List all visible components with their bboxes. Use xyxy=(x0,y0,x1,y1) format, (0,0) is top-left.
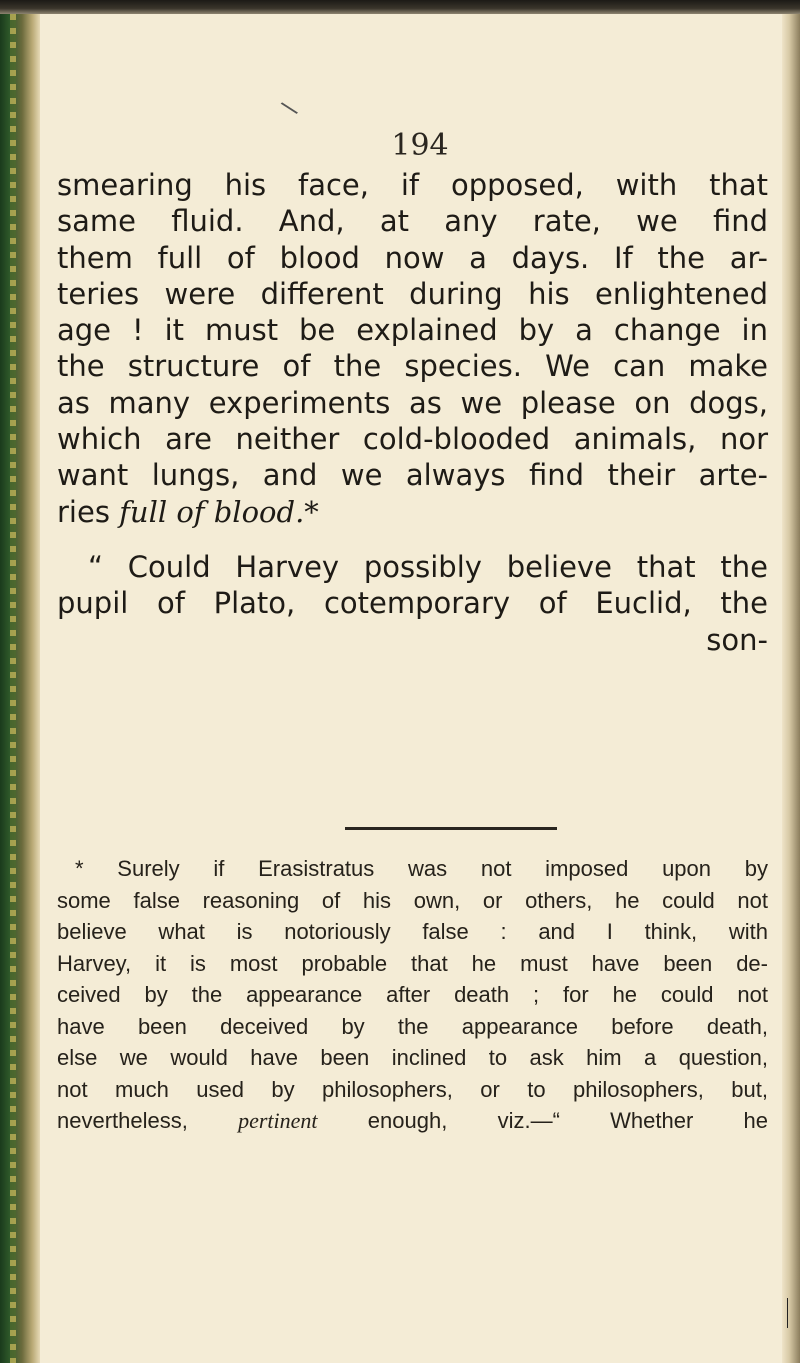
footnote-line: * Surely if Erasistratus was not imposed upon by xyxy=(75,856,768,881)
footnote-line: ceived by the appearance after death ; for he could not xyxy=(57,982,768,1007)
text-line: them full of blood now a days. If the ar- xyxy=(57,240,768,275)
stray-pen-mark: \ xyxy=(278,96,301,121)
text-line: the structure of the species. We can make xyxy=(57,349,768,384)
footnote-line: have been deceived by the appearance before death, xyxy=(57,1013,768,1039)
text-line: age ! it must be explained by a change in xyxy=(57,313,768,348)
text-fragment: ries xyxy=(57,494,120,529)
text-line: as many experiments as we please on dogs, xyxy=(57,385,768,420)
footnote-line: not much used by philosophers, or to philosophers, but, xyxy=(57,1076,768,1102)
italic-phrase: full of blood.* xyxy=(119,494,319,529)
book-binding xyxy=(0,14,40,1363)
catchword: son- xyxy=(706,622,768,657)
main-text xyxy=(57,167,768,658)
text-line: pupil of Plato, cotemporary of Euclid, the xyxy=(57,586,768,621)
footnote-line: Harvey, it is most probable that he must have been de- xyxy=(57,950,768,976)
footnote-line: some false reasoning of his own, or others, he could not xyxy=(57,887,768,913)
text-line: which are neither cold-blooded animals, nor xyxy=(57,422,768,457)
footnote xyxy=(57,853,768,1137)
page-right-edge xyxy=(782,14,800,1363)
text-line: “ Could Harvey possibly believe that the xyxy=(88,549,768,584)
footnote-line: else we would have been inclined to ask him a question, xyxy=(57,1045,768,1070)
text-line-last xyxy=(57,494,768,530)
text-fragment: enough, viz.—“ Whether he xyxy=(317,1108,768,1133)
paragraph-gap xyxy=(57,530,768,549)
margin-mark xyxy=(787,1298,788,1328)
footnote-rule xyxy=(345,827,557,830)
text-fragment: nevertheless, xyxy=(57,1108,239,1133)
text-line: smearing his face, if opposed, with that xyxy=(57,168,768,202)
scan-top-edge xyxy=(0,0,800,14)
text-line: same fluid. And, at any rate, we find xyxy=(57,204,768,239)
italic-word: pertinent xyxy=(238,1108,318,1133)
footnote-line-last xyxy=(57,1105,768,1137)
binding-stripe xyxy=(10,14,16,1363)
footnote-line: believe what is notoriously false : and I think, with xyxy=(57,919,768,944)
text-line: teries were different during his enlightened xyxy=(57,276,768,311)
page-number: 194 xyxy=(391,128,449,163)
text-line: want lungs, and we always find their arte- xyxy=(57,458,768,493)
